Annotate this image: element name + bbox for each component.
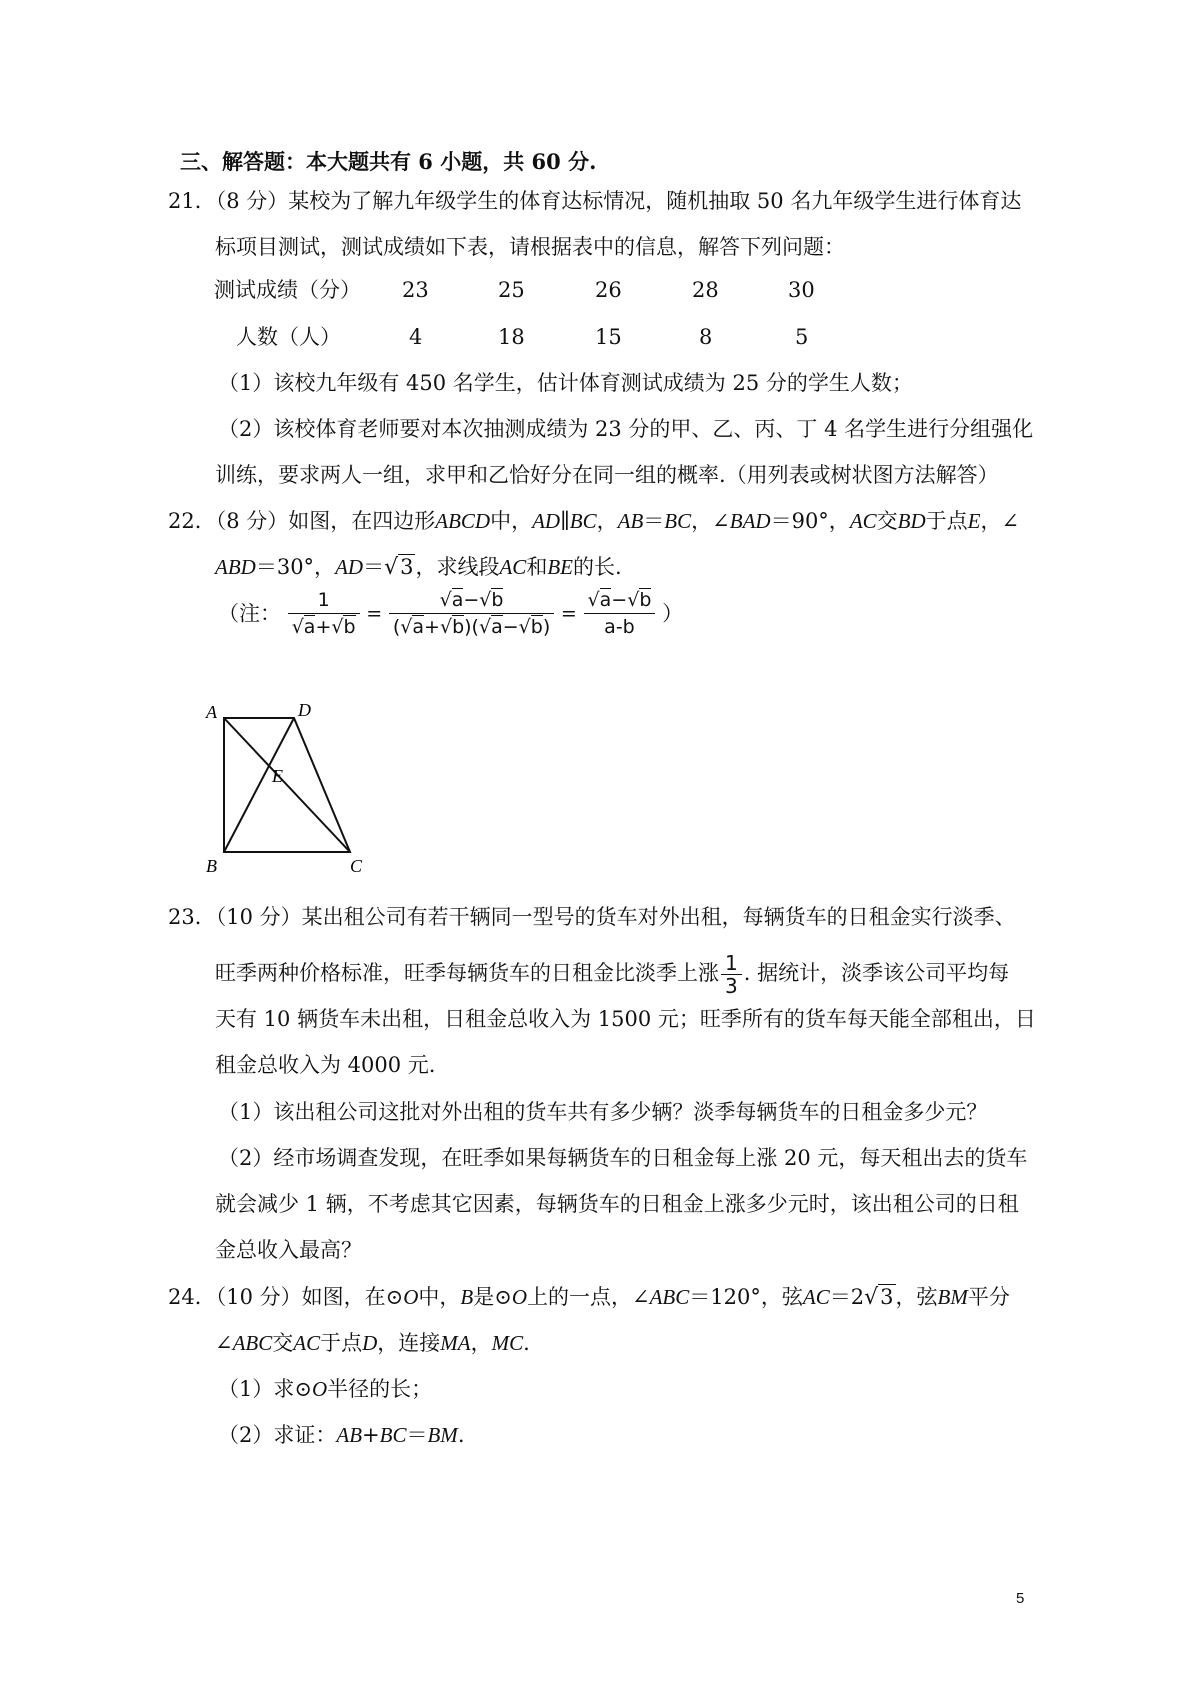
table-cell: 15 (595, 325, 622, 349)
q22-line1: 22．（8 分）如图，在四边形ABCD中，AD∥BC，AB＝BC，∠BAD＝90°，AC交BD于点E，∠ (168, 509, 1020, 533)
q21-sub1: （1）该校九年级有 450 名学生，估计体育测试成绩为 25 分的学生人数； (218, 371, 913, 395)
table-cell: 23 (402, 278, 429, 302)
q23-line4: 租金总收入为 4000 元. (215, 1053, 436, 1077)
q23-line2: 旺季两种价格标准，旺季每辆货车的日租金比淡季上涨 $\frac{1}{3}$ . 据统计，淡季该公司平均每 (215, 951, 1010, 998)
table-cell: 26 (595, 278, 622, 302)
q23-line3: 天有 10 辆货车未出租，日租金总收入为 1500 元；旺季所有的货车每天能全部租出，日 (215, 1007, 1036, 1031)
table-cell: 25 (498, 278, 525, 302)
table-cell: 30 (788, 278, 815, 302)
note-fraction-3: $\frac{√a-√b}{a-b}$ (584, 587, 656, 640)
label-a: A (206, 702, 217, 722)
q23-line1: 23．（10 分）某出租公司有若干辆同一型号的货车对外出租，每辆货车的日租金实行淡季、 (168, 905, 1016, 929)
page-number: 5 (1016, 1590, 1025, 1607)
q21-sub2-line2: 训练，要求两人一组，求甲和乙恰好分在同一组的概率.（用列表或树状图方法解答） (215, 463, 999, 487)
q23-sub2-line3: 金总收入最高？ (215, 1238, 362, 1262)
table-cell: 8 (699, 325, 713, 349)
sqrt-3: √3 (384, 555, 414, 580)
sqrt-3: √3 (864, 1285, 894, 1310)
q24-line1: 24．（10 分）如图，在⊙O中，B是⊙O上的一点，∠ABC＝120°，弦AC＝2√3，弦BM平分 (168, 1282, 1010, 1313)
q23-sub2-line1: （2）经市场调查发现，在旺季如果每辆货车的日租金每上涨 20 元，每天租出去的货车 (218, 1146, 1028, 1170)
fraction-one-third: $\frac{1}{3}$ (721, 952, 742, 997)
q24-line2: ∠ABC交AC于点D，连接MA，MC. (215, 1331, 530, 1355)
q23-sub2-line2: 就会减少 1 辆，不考虑其它因素，每辆货车的日租金上涨多少元时，该出租公司的日租 (215, 1192, 1019, 1216)
diagonal-ac (224, 718, 350, 852)
note-fraction-1: $\frac{1}{√a+√b}$ (288, 587, 360, 640)
section-title: 三、解答题：本大题共有 6 小题，共 60 分. (180, 149, 597, 174)
table-cell: 18 (498, 325, 525, 349)
q21-line2: 标项目测试，测试成绩如下表，请根据表中的信息，解答下列问题： (215, 235, 845, 259)
label-c: C (350, 856, 363, 876)
table-cell: 28 (692, 278, 719, 302)
q21-sub2-line1: （2）该校体育老师要对本次抽测成绩为 23 分的甲、乙、丙、丁 4 名学生进行分组强化 (218, 417, 1034, 441)
table-row1-label: 测试成绩（分） (214, 278, 361, 302)
label-b: B (206, 856, 217, 876)
q23-sub1: （1）该出租公司这批对外出租的货车共有多少辆？淡季每辆货车的日租金多少元？ (218, 1100, 988, 1124)
quadrilateral-figure (200, 700, 370, 880)
q24-sub2: （2）求证：AB+BC＝BM. (218, 1423, 465, 1447)
table-cell: 4 (409, 325, 423, 349)
q21-line1: 21．（8 分）某校为了解九年级学生的体育达标情况，随机抽取 50 名九年级学生进行体育达 (168, 189, 1022, 213)
q22-note: （注： $\frac{1}{√a+√b}$ = $\frac{√a-√b}{(√a+√b)(√a-√b)}$ = $\frac{√a-√b}{a-b}$ ） (218, 589, 684, 638)
table-row2-label: 人数（人） (236, 325, 341, 349)
q22-line2: ABD＝30°，AD＝√3，求线段AC和BE的长. (215, 552, 622, 583)
diagonal-bd (224, 718, 294, 852)
label-d: D (298, 700, 311, 720)
q24-sub1: （1）求⊙O半径的长； (218, 1377, 433, 1401)
table-cell: 5 (795, 325, 809, 349)
label-e: E (272, 766, 283, 786)
note-fraction-2: $\frac{√a-√b}{(√a+√b)(√a-√b)}$ (389, 587, 554, 640)
